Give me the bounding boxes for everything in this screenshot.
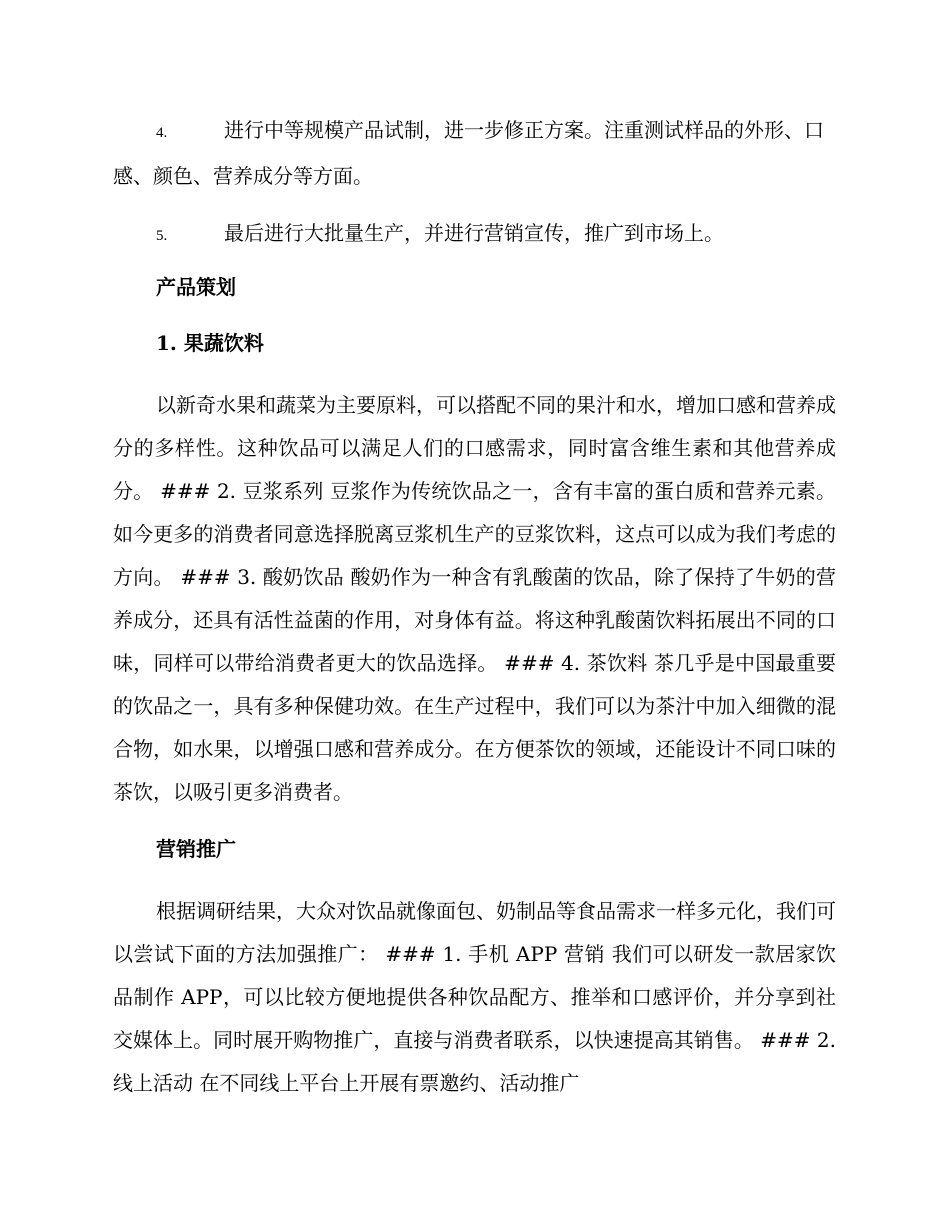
list-text: 最后进行大批量生产，并进行营销宣传，推广到市场上。 <box>224 221 724 245</box>
subheading-fruit-veg-drinks: 1. 果蔬饮料 <box>156 331 264 355</box>
list-item-5 <box>113 212 836 258</box>
paragraph-marketing: 根据调研结果，大众对饮品就像面包、奶制品等食品需求一样多元化，我们可以尝试下面的方法加强推广： ### 1. 手机 APP 营销 我们可以研发一款居家饮品制作 APP，可以比较方便地提供各种饮品配方、推举和口感评价，并分享到社交媒体上。同时展开购物推广，直接与消费者联系，以快速提高其销售。 ### 2. 线上活动 在不同线上平台上开展有票邀约、活动推广 <box>113 899 836 1095</box>
list-number: 4. <box>156 125 168 141</box>
paragraph-product-plan: 以新奇水果和蔬菜为主要原料，可以搭配不同的果汁和水，增加口感和营养成分的多样性。这种饮品可以满足人们的口感需求，同时富含维生素和其他营养成分。 ### 2. 豆浆系列 豆浆作为传统饮品之一，含有丰富的蛋白质和营养元素。如今更多的消费者同意选择脱离豆浆机生产的豆浆饮料，这点可以成为我们考虑的方向。 ### 3. 酸奶饮品 酸奶作为一种含有乳酸菌的饮品，除了保持了牛奶的营养成分，还具有活性益菌的作用，对身体有益。将这种乳酸菌饮料拓展出不同的口味，同样可以带给消费者更大的饮品选择。 ### 4. 茶饮料 茶几乎是中国最重要的饮品之一，具有多种保健功效。在生产过程中，我们可以为茶汁中加入细微的混合物，如水果，以增强口感和营养成分。在方便茶饮的领域，还能设计不同口味的茶饮，以吸引更多消费者。 <box>113 393 836 804</box>
section-heading-marketing: 营销推广 <box>156 837 236 861</box>
section-heading-product: 产品策划 <box>156 275 236 299</box>
list-text: 进行中等规模产品试制，进一步修正方案。注重测试样品的外形、口感、颜色、营养成分等方面。 <box>113 118 824 188</box>
list-item-4 <box>113 109 836 198</box>
list-number: 5. <box>156 228 168 244</box>
